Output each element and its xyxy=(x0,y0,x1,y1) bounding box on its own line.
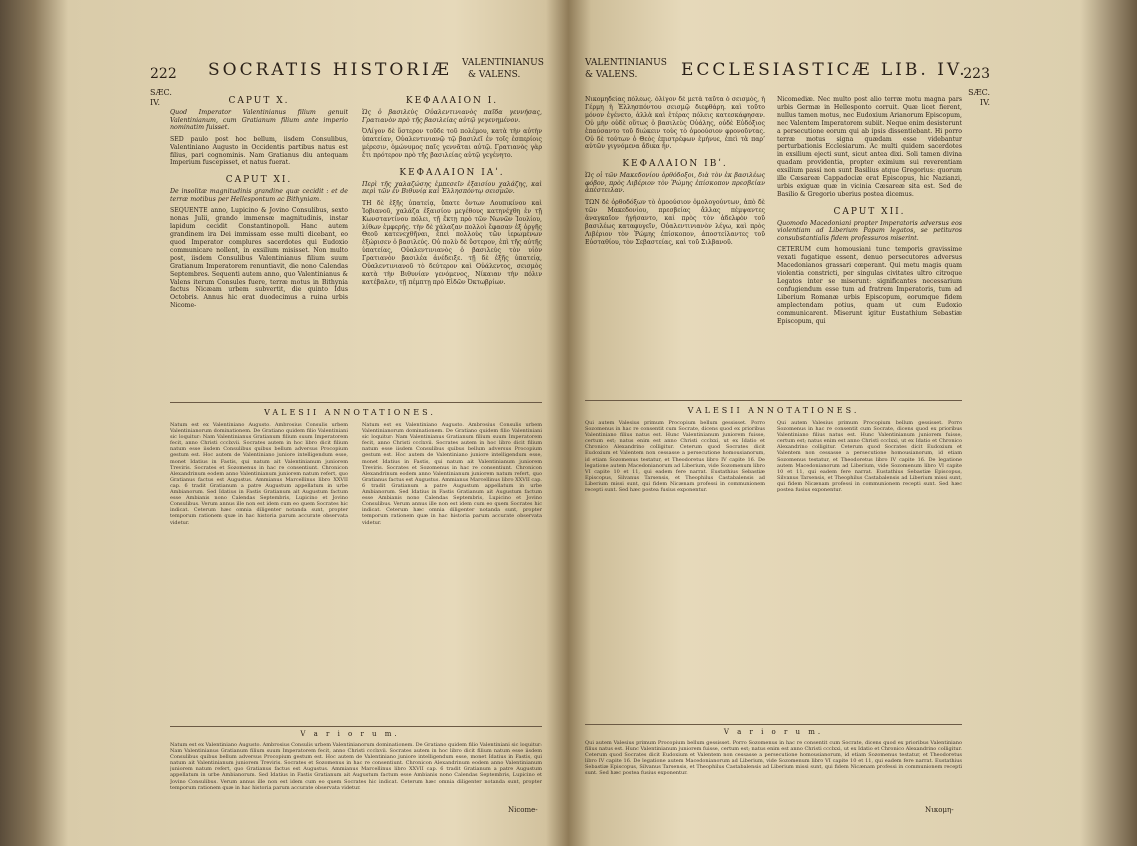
right-notes-rule xyxy=(585,400,962,401)
kephalaion-10-heading: ΚΕΦΑΛΑΙΟΝ Ι. xyxy=(405,96,499,106)
kephalaion-12-summary: Ὡς οἱ τῶν Μακεδονίου ὀρθόδοξοι, διὰ τὸν ἐκ βασιλέως φόβον, πρὸς Λιβέριον τὸν Ῥώμης ἐπίσκοπον πρεσβείαν ἀπέστειλαν. xyxy=(585,172,765,195)
kephalaion-11-summary: Περὶ τῆς χαλαζώσης ἐμπεσεῖν ἐξαισίου χαλάζης, καὶ περὶ τῶν ἐν Βιθυνίᾳ καὶ Ἑλλησπόντῳ σεισμῶν. xyxy=(362,180,542,196)
left-variorum-rule xyxy=(170,726,542,727)
left-notes-rule xyxy=(170,402,542,403)
left-notes-col-2: Natum est ex Valentiniano Augusto. Ambrosius Consulis urbem Valentinianorum dominationem. De Gratiano quidem filio Valentiniani sic loquitur: Nam Valentinianus Gratianum filium suum Imperatorem fecit, anno Christi ccclxvii. Socrates autem in hoc libro dicit filium natum esse iisdem Consulibus quibus bellum adversus Procopium gestum est. Hoc autem de Valentiniano juniore intelligendum esse, monet Idatius in Fastis, qui natum ait Valentinianum juniorem Treviris. Socrates et Sozomenus in hac re consentiunt. Chronicon Alexandrinum eodem anno Valentinianum juniorem natum refert, quo Gratianus factus est Augustus. Ammianus Marcellinus libro XXVII cap. 6 tradit Gratianum a patre Augustum appellatum in urbe Ambianorum. Sed Idatius in Fastis Gratianum ait Augustum factum esse Ambianis nono Calendas Septembris, Lupicino et Jovino Consulibus. Verum annus ille non est idem cum eo quem Socrates hic indicat. Ceterum hæc omnia diligenter notanda sunt, propter temporum rationem quæ in hac historia parum accurate observata videtur. xyxy=(362,422,542,526)
right-seculum: SÆC. xyxy=(968,88,990,97)
caput-12-heading: CAPUT XII. xyxy=(833,206,906,217)
left-variorum-text: Natum est ex Valentiniano Augusto. Ambrosius Consulis urbem Valentinianorum dominationem. De Gratiano quidem filio Valentiniani sic loquitur: Nam Valentinianus Gratianum filium suum Imperatorem fecit, anno Christi ccclxvii. Socrates autem in hoc libro dicit filium natum esse iisdem Consulibus quibus bellum adversus Procopium gestum est. Hoc autem de Valentiniano juniore intelligendum esse, monet Idatius in Fastis, qui natum ait Valentinianum juniorem Treviris. Socrates et Sozomenus in hac re consentiunt. Chronicon Alexandrinum eodem anno Valentinianum juniorem natum refert, quo Gratianus factus est Augustus. Ammianus Marcellinus libro XXVII cap. 6 tradit Gratianum a patre Augustum appellatum in urbe Ambianorum. Sed Idatius in Fastis Gratianum ait Augustum factum esse Ambianis nono Calendas Septembris, Lupicino et Jovino Consulibus. Verum annus ille non est idem cum eo quem Socrates hic indicat. Ceterum hæc omnia diligenter notanda sunt, propter temporum rationem quæ in hac historia parum accurate observata videtur. xyxy=(170,742,542,791)
right-greek-column xyxy=(585,96,765,396)
right-notes-heading: VALESII ANNOTATIONES. xyxy=(687,406,860,415)
right-variorum-text: Qui autem Valesius primum Procopium bellum gessisset. Porro Sozomenus in hac re consentit cum Socrate, dicens quod ex prioribus Valentiniano filius natus est. Hunc Valentinianum juniorem fuisse, certum est; natus enim est anno Christi ccclxxi, ut ex Idatio et Chronico Alexandrino colligitur. Ceterum quod Socrates dicit Eudoxium et Valentem non cessasse a persecutione homousianorum, id etiam Sozomenus testatur, et Theodoretus libro IV capite 16. De legatione autem Macedonianorum ad Liberium, vide Sozomenum libro VI capite 10 et 11, qui eadem fere narrat. Eustathius Sebastiæ Episcopus, Silvanus Tarsensis, et Theophilus Castabalensis ad Liberium missi sunt, qui fidem Nicænam professi in communionem recepti sunt. Sed hæc postea fusius exponentur. xyxy=(585,740,962,777)
left-variorum-heading: V a r i o r u m. xyxy=(300,730,400,738)
caput-10-text: SED paulo post hoc bellum, iisdem Consulibus, Valentiniano Augusto in Occidentis partibus natus est filius, pari cognominis. Nam Gratianus diu antequam Imperium fuscepisset, et natus fuerat. xyxy=(170,135,348,167)
left-page xyxy=(150,0,550,846)
left-running-sub-1: VALENTINIANUS xyxy=(462,58,544,68)
right-seculum-num: IV. xyxy=(979,98,990,107)
caput-11-heading: CAPUT XI. xyxy=(225,175,293,186)
kephalaion-11-text: ΤΗ δὲ ἑξῆς ὑπατείᾳ, ὕπατε ὄντων Λουπικίνου καὶ Ἰοβιανοῦ, χαλάζα ἐξαισίου μεγέθους κατηνέχθη ἐν τῇ Κωνσταντίνου πόλει, τῇ ἕκτῃ πρὸ τῶν Νωνῶν Ἰουλίου, λίθων ἐμφερής. τὴν δὲ χάλαζαν πολλοὶ ἔφασαν ἐξ ὀργῆς Θεοῦ κατενεχθῆναι, ἐπεὶ πολλοὺς τῶν ἱερωμένων ἐξώρισεν ὁ βασιλεύς. Οὐ πολὺ δὲ ὕστερον, ἐπὶ τῆς αὐτῆς ὑπατείας, Οὐαλεντινιανὸς ὁ βασιλεὺς τὸν υἱὸν Γρατιανὸν βασιλέα ἀνέδειξε. τῇ δὲ ἑξῆς ὑπατείᾳ, Οὐαλεντινιανοῦ τὸ δεύτερον καὶ Οὐάλεντος, σεισμὸς κατὰ τὴν Βιθυνίαν γενόμενος, Νίκαιαν τὴν πόλιν κατέβαλεν, τῇ πέμπτῃ πρὸ Εἰδῶν Ὀκτωβρίων. xyxy=(362,199,542,286)
left-running-sub-2: & VALENS. xyxy=(468,70,521,80)
left-running-head xyxy=(150,58,550,92)
left-greek-column xyxy=(362,96,542,398)
right-latin-text-top: Nicomediæ. Nec multo post alio terræ motu magna pars urbis Germæ in Hellesponto corruit. Quæ licet fierent, nullus tamen motus, nec Eudoxium Arianorum Episcopum, nec Valentem Imperatorem subiit. Neque enim desisterunt a persecutione eorum qui ab ipsis dissentiebant. Hi porro terræ motus signa quædam esse videbantur perturbationis Ecclesiarum. Ac multi quidem sacerdotes in exsilium ejecti sunt, sicut antea dixi. Soli tamen divina quadam providentia, propter eximium sui reverentiam exsilium passi non sunt Basilius atque Gregorius: quorum ille Cæsareæ Cappadociæ erat Episcopus, hic Nazianzi, urbis exiguæ quæ in vicinia Cæsareæ sita est. Sed de Basilio & Gregorio uberius postea dicemus. xyxy=(777,96,962,198)
right-page-number: 223 xyxy=(963,66,990,82)
kephalaion-10-summary: Ὡς ὁ βασιλεὺς Οὐαλεντινιανὸς παῖδα γεννήσας, Γρατιανὸν πρὸ τῆς βασιλείας αὐτῷ γεγενημένον. xyxy=(362,108,542,124)
caput-12-text: CETERUM cum homousiani tunc temporis gravissime vexati fugatique essent, denuo persecutores adversus Macedonianos grassari cœperant. Qui metu magis quam violentia constricti, per singulas civitates ultro citroque Legatos inter se miserunt: significantes necessarium confugiendum esse tum ad fratrem Imperatoris, tum ad Liberium Romanæ urbis Episcopum, eorumque fidem amplectendam potius, quam ut cum Eudoxio communicarent. Miserunt igitur Eustathium Sebastiæ Episcopum, qui xyxy=(777,246,962,325)
right-catchword: Νικομη- xyxy=(925,806,954,814)
right-page xyxy=(585,0,990,846)
left-page-number: 222 xyxy=(150,66,177,82)
right-greek-text-top: Νικομηδείας πόλεως. ὀλίγον δὲ μετὰ ταῦτα ὁ σεισμὸς, ἡ Γέρμη ἡ Ἑλλησπόντου σεισμῷ διεφθάρη. καὶ τοῦτο μόνον ἐγένετο, ἀλλὰ καὶ ἑτέρας πόλεις κατεσκάφησαν. Οὐ μὴν οὐδὲ οὕτως ὁ βασιλεὺς Οὐάλης, οὐδὲ Εὐδόξιος ἐπαύσαντο τοῦ διώκειν τοὺς τὸ ὁμοούσιον φρονοῦντας. Οὐ δὲ τούτων ὁ Θεὸς ἐπιστρέφων ἐμήνυε, ἐπεὶ τὰ παρ’ αὐτῶν γιγνόμενα ἄδικα ἦν. xyxy=(585,96,765,151)
caput-10-summary: Quod Imperator Valentinianus filium genuit Valentinianum, cum Gratianum filium ante imperio nominatim fuisset. xyxy=(170,108,348,132)
right-notes-col-1: Qui autem Valesius primum Procopium bellum gessisset. Porro Sozomenus in hac re consentit cum Socrate, dicens quod ex prioribus Valentiniano filius natus est. Hunc Valentinianum juniorem fuisse, certum est; natus enim est anno Christi ccclxxi, ut ex Idatio et Chronico Alexandrino colligitur. Ceterum quod Socrates dicit Eudoxium et Valentem non cessasse a persecutione homousianorum, id etiam Sozomenus testatur, et Theodoretus libro IV capite 16. De legatione autem Macedonianorum ad Liberium, vide Sozomenum libro VI capite 10 et 11, qui eadem fere narrat. Eustathius Sebastiæ Episcopus, Silvanus Tarsensis, et Theophilus Castabalensis ad Liberium missi sunt, qui fidem Nicænam professi in communionem recepti sunt. Sed hæc postea fusius exponentur. xyxy=(585,420,765,494)
right-variorum-heading: V a r i o r u m. xyxy=(723,728,824,736)
right-running-title: ECCLESIASTICÆ LIB. IV. xyxy=(681,60,968,80)
left-notes-col-1: Natum est ex Valentiniano Augusto. Ambrosius Consulis urbem Valentinianorum dominationem. De Gratiano quidem filio Valentiniani sic loquitur: Nam Valentinianus Gratianum filium suum Imperatorem fecit, anno Christi ccclxvii. Socrates autem in hoc libro dicit filium natum esse iisdem Consulibus quibus bellum adversus Procopium gestum est. Hoc autem de Valentiniano juniore intelligendum esse, monet Idatius in Fastis, qui natum ait Valentinianum juniorem Treviris. Socrates et Sozomenus in hac re consentiunt. Chronicon Alexandrinum eodem anno Valentinianum juniorem natum refert, quo Gratianus factus est Augustus. Ammianus Marcellinus libro XXVII cap. 6 tradit Gratianum a patre Augustum appellatum in urbe Ambianorum. Sed Idatius in Fastis Gratianum ait Augustum factum esse Ambianis nono Calendas Septembris, Lupicino et Jovino Consulibus. Verum annus ille non est idem cum eo quem Socrates hic indicat. Ceterum hæc omnia diligenter notanda sunt, propter temporum rationem quæ in hac historia parum accurate observata videtur. xyxy=(170,422,348,526)
right-running-sub-2: & VALENS. xyxy=(585,70,638,80)
kephalaion-11-heading: ΚΕΦΑΛΑΙΟΝ ΙΑʹ. xyxy=(399,167,505,178)
right-running-head xyxy=(585,58,990,92)
left-notes-heading: VALESII ANNOTATIONES. xyxy=(264,408,436,417)
right-running-sub-1: VALENTINIANUS xyxy=(585,58,667,68)
caput-10-heading: CAPUT X. xyxy=(228,96,290,106)
kephalaion-12-heading: ΚΕΦΑΛΑΙΟΝ ΙΒʹ. xyxy=(622,159,728,170)
left-catchword: Nicome- xyxy=(508,806,538,814)
left-running-title: SOCRATIS HISTORIÆ xyxy=(208,60,452,80)
left-seculum: SÆC. xyxy=(150,88,172,97)
right-variorum-rule xyxy=(585,724,962,725)
caput-11-summary: De insolitæ magnitudinis grandine quæ cecidit : et de terræ motibus per Hellespontum ac Bithyniam. xyxy=(170,188,348,203)
right-latin-column xyxy=(777,96,962,396)
kephalaion-12-text: ΤΩΝ δὲ ὀρθοδόξων τὸ ὁμοούσιον ὁμολογούντων, ἀπὸ δὲ τῶν Μακεδονίου, πρεσβείας ἄλλας πέμψαντες ἀναγκαῖον ἡγήσαντο, καὶ πρὸς τὸν ἀδελφὸν τοῦ βασιλέως καταφυγεῖν, Οὐαλεντινιανὸν λέγω, καὶ πρὸς Λιβέριον τὸν Ῥώμης ἐπίσκοπον, ἀποστείλαντες τοῦ Εὐσταθίου, τὸν Σεβαστείας, καὶ τοῦ Σιλβανοῦ. xyxy=(585,199,765,246)
kephalaion-10-text: ὈΛίγον δὲ ὕστερον τοῦδε τοῦ πολέμου, κατὰ τὴν αὐτὴν ὑπατείαν, Οὐαλεντινιανῷ τῷ βασιλεῖ ἐν τοῖς ἑσπερίοις μέρεσιν, ὁμώνυμος παῖς γεννᾶται αὐτῷ. Γρατιανὸς γὰρ ἔτι πρότερον πρὸ τῆς βασιλείας αὐτῷ γεγένητο. xyxy=(362,128,542,159)
caput-11-text: SEQUENTE anno, Lupicino & Jovino Consulibus, sexto nonas Julii, grando immensæ magnitudinis, instar lapidum cecidit Constantinopoli. Hanc autem grandinem ira Dei immissam esse multi dicebant, eo quod Imperator complures sacerdotes qui Eudoxio communicare nollent, in exsilium misisset. Non multo post, iisdem Consulibus Valentinianus filium suum Gratianum Imperatorem renuntiavit, die nono Calendas Septembres. Sequenti autem anno, quo Valentinianus & Valens iterum Consules fuere, terræ motus in Bithynia factus Nicæam urbem subvertit, die quinto Idus Octobris. Annus hic erat duodecimus a ruina urbis Nicome- xyxy=(170,207,348,310)
left-latin-column xyxy=(170,96,348,398)
left-seculum-num: IV. xyxy=(150,98,161,107)
caput-12-summary: Quomodo Macedoniani propter Imperatoris adversus eos violentiam ad Liberium Papam legatos, se petituros consubstantialis fidem professuros miserint. xyxy=(777,219,962,242)
right-notes-col-2: Qui autem Valesius primum Procopium bellum gessisset. Porro Sozomenus in hac re consentit cum Socrate, dicens quod ex prioribus Valentiniano filius natus est. Hunc Valentinianum juniorem fuisse, certum est; natus enim est anno Christi ccclxxi, ut ex Idatio et Chronico Alexandrino colligitur. Ceterum quod Socrates dicit Eudoxium et Valentem non cessasse a persecutione homousianorum, id etiam Sozomenus testatur, et Theodoretus libro IV capite 16. De legatione autem Macedonianorum ad Liberium, vide Sozomenum libro VI capite 10 et 11, qui eadem fere narrat. Eustathius Sebastiæ Episcopus, Silvanus Tarsensis, et Theophilus Castabalensis ad Liberium missi sunt, qui fidem Nicænam professi in communionem recepti sunt. Sed hæc postea fusius exponentur. xyxy=(777,420,962,494)
